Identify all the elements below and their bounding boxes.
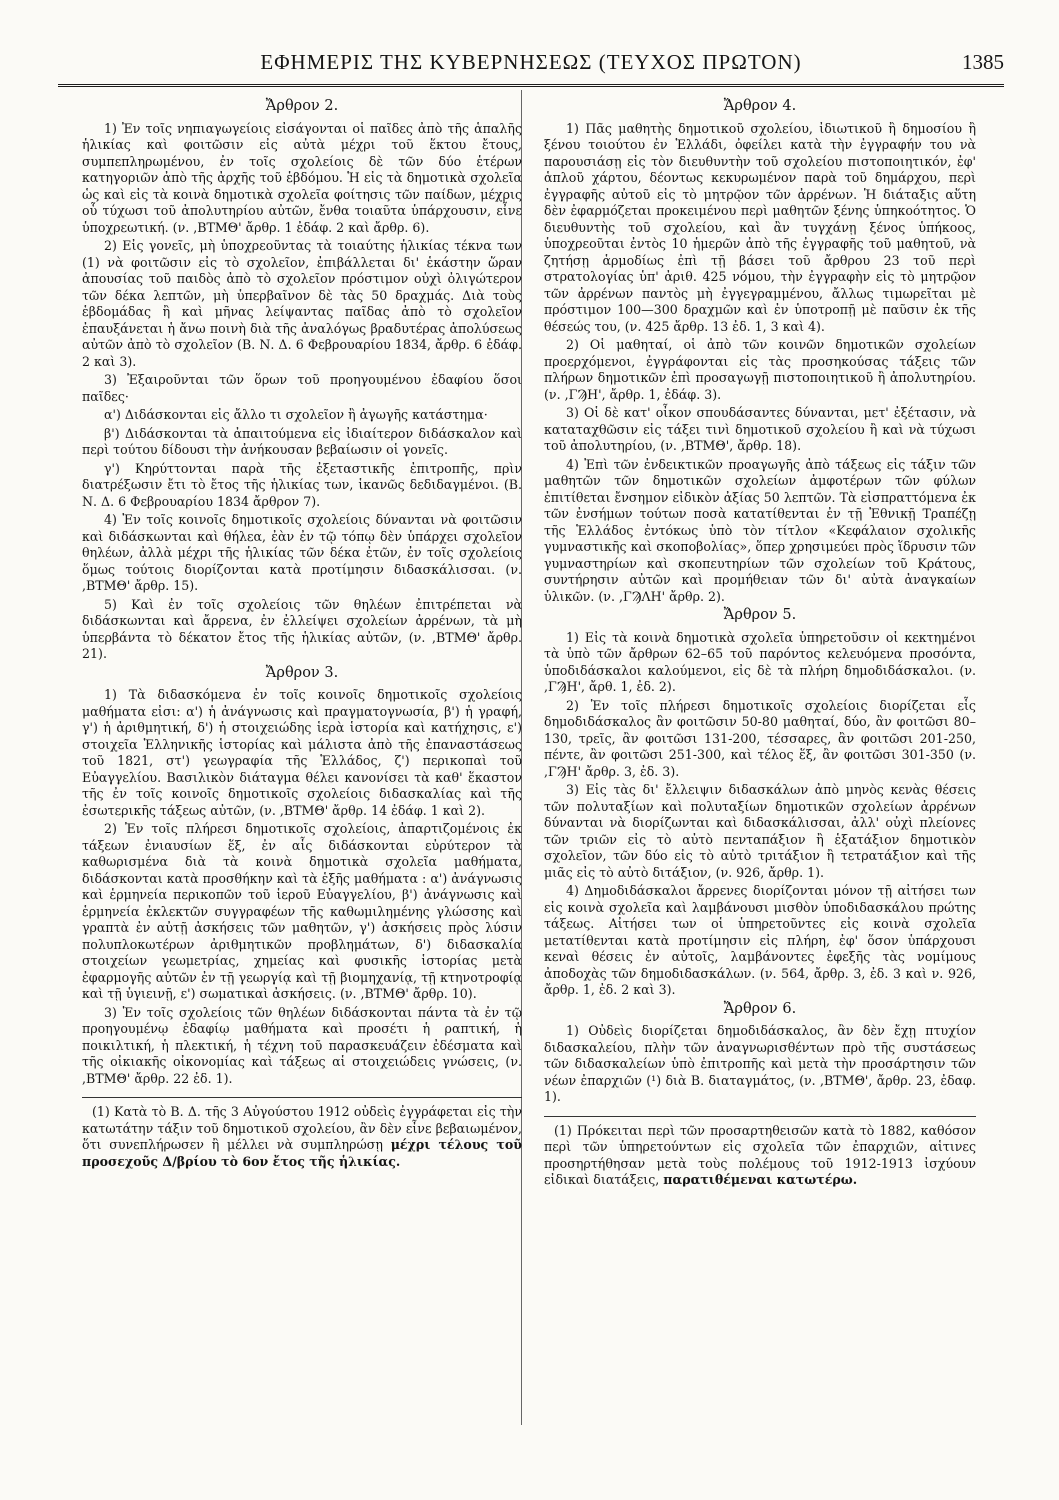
article-2-para-4: 4) Ἐν τοῖς κοινοῖς δημοτικοῖς σχολείοις δύνανται νὰ φοιτῶσιν καὶ διδάσκωνται καὶ θήλεα, ἐὰν ἐν τῷ τόπῳ δὲν ὑπάρχει σχολεῖον θηλέων, ἀλλὰ μέχρι τῆς ἡλικίας τῶν δέκα ἐτῶν, ἐν τοῖς σχολείοις ὅμως τούτοις διορίζονται κατὰ προτίμησιν διδασκάλισσαι. (ν. ,ΒΤΜΘ' ἄρθρ. 15). [82,512,522,593]
page-number: 1385 [962,50,1004,74]
article-5-heading: Ἄρθρον 5. [723,607,797,623]
footnote-left-text: (1) Κατὰ τὸ Β. Δ. τῆς 3 Αὐγούστου 1912 οὐδεὶς ἐγγράφεται εἰς τὴν κατωτάτην τάξιν τοῦ δημοτικοῦ σχολείου, ἂν δὲν εἶνε βεβαιωμένον, ὅτι συνεπλήρωσεν ἢ μέλλει νὰ συμπληρώσῃ [82,1104,522,1152]
article-4-para-3: 3) Οἱ δὲ κατ' οἶκον σπουδάσαντες δύνανται, μετ' ἐξέτασιν, νὰ καταταχθῶσιν εἰς τάξει τινὶ δημοτικοῦ σχολείου ἢ καὶ νὰ τύχωσι τοῦ ἀπολυτηρίου, (ν. ,ΒΤΜΘ', ἄρθρ. 18). [544,405,976,453]
article-2-para-3a: α') Διδάσκονται εἰς ἄλλο τι σχολεῖον ἢ ἀγωγῆς κατάστημα· [104,407,488,422]
footnote-right-text: (1) Πρόκειται περὶ τῶν προσαρτηθεισῶν κατὰ τὸ 1882, καθόσον περὶ τῶν ὑπηρετούντων εἰς σχολεῖα τῶν ἐπαρχιῶν, αἱτινες προσηρτήθησαν μετὰ τοὺς πολέμους τοῦ 1912-1913 ἰσχύουν εἰδικαὶ διατάξεις, [544,1122,976,1187]
right-column [544,96,976,1189]
article-3-para-2: 2) Ἐν τοῖς πλήρεσι δημοτικοῖς σχολείοις, ἀπαρτιζομένοις ἐκ τάξεων ἐνιαυσίων ἕξ, ἐν αἷς διδάσκονται εὐρύτερον τὰ καθωρισμένα διὰ τὰ κοινὰ δημοτικὰ σχολεῖα μαθήματα, διδάσκονται κατὰ προσθήκην καὶ τὰ ἑξῆς μαθήματα : α') ἀνάγνωσις καὶ ἑρμηνεία περικοπῶν τοῦ ἱεροῦ Εὐαγγελίου, β') ἀνάγνωσις καὶ ἑρμηνεία ἐκλεκτῶν συγγραφέων τῆς καθωμιλημένης γλώσσης καὶ γραπτὰ ἐν αὐτῇ ἀσκήσεις τῶν μαθητῶν, γ') ἀσκήσεις πρὸς λύσιν πολυπλοκωτέρων ἀριθμητικῶν προβλημάτων, δ') διδασκαλία στοιχείων γεωμετρίας, χημείας καὶ φυσικῆς ἱστορίας μετὰ ἐφαρμογῆς αὐτῶν ἐν τῇ γεωργίᾳ καὶ τῇ βιομηχανίᾳ, τῇ κτηνοτροφίᾳ καὶ τῇ ὑγιεινῇ, ε') σωματικαὶ ἀσκήσεις. (ν. ,ΒΤΜΘ' ἄρθρ. 10). [82,821,522,1001]
gazette-title: ΕΦΗΜΕΡΙΣ ΤΗΣ ΚΥΒΕΡΝΗΣΕΩΣ (ΤΕΥΧΟΣ ΠΡΩΤΟΝ) [260,50,802,74]
article-2-para-1: 1) Ἐν τοῖς νηπιαγωγείοις εἰσάγονται οἱ παῖδες ἀπὸ τῆς ἁπαλῆς ἡλικίας καὶ φοιτῶσιν εἰς αὐτὰ μέχρι τοῦ ἕκτου ἔτους, συμπεπληρωμένου, ἐν τοῖς σχολείοις δὲ τῶν δύο ἑτέρων κατηγοριῶν ἀπὸ τῆς ἀρχῆς τοῦ ἑβδόμου. Ἡ εἰς τὰ δημοτικὰ σχολεῖα ὡς καὶ εἰς τὰ κοινὰ δημοτικὰ σχολεῖα φοίτησις τῶν παίδων, μέχρις οὗ τύχωσι τοῦ ἀπολυτηρίου αὐτῶν, ἔνθα τοιαῦτα ὑπάρχουσιν, εἶνε ὑποχρεωτική. (ν. ,ΒΤΜΘ' ἄρθρ. 1 ἐδάφ. 2 καὶ ἄρθρ. 6). [82,120,522,235]
article-2-para-3b: β') Διδάσκονται τὰ ἀπαιτούμενα εἰς ἰδιαίτερον διδάσκαλον καὶ περὶ τούτου δίδουσι τὴν ἀνήκουσαν βεβαίωσιν οἱ γονεῖς. [82,425,522,457]
footnote-left [82,1104,522,1170]
article-4-para-1: 1) Πᾶς μαθητὴς δημοτικοῦ σχολείου, ἰδιωτικοῦ ἢ δημοσίου ἢ ξένου τοιούτου ἐν Ἑλλάδι, ὀφείλει κατὰ τὴν ἐγγραφήν του νὰ παρουσιάσῃ εἰς τὸν διευθυντὴν τοῦ σχολείου πιστοποιητικόν, ἐφ' ἁπλοῦ χάρτου, δέοντως κεκυρωμένον παρὰ τοῦ δημάρχου, περὶ ἐγγραφῆς αὐτοῦ εἰς τὸ μητρῷον τῶν ἀρρένων. Ἡ διάταξις αὕτη δὲν ἐφαρμόζεται προκειμένου περὶ μαθητῶν ξένης ὑπηκοότητος. Ὁ διευθυντὴς τοῦ σχολείου, καὶ ἂν τυγχάνῃ ξένος ὑπήκοος, ὑποχρεοῦται ἐντὸς 10 ἡμερῶν ἀπὸ τῆς ἐγγραφῆς τοῦ μαθητοῦ, νὰ ζητήσῃ ἁρμοδίως ἐπὶ τῇ βάσει τοῦ ἄρθρου 23 τοῦ περὶ στρατολογίας ὑπ' ἀριθ. 425 νόμου, τὴν ἐγγραφὴν εἰς τὸ μητρῷον τῶν ἀρρένων παντὸς μὴ ἐγγεγραμμένου, ἄλλως τιμωρεῖται μὲ πρόστιμον 100—300 δραχμῶν καὶ ἐν ὑποτροπῇ μὲ παῦσιν ἐκ τῆς θέσεώς του, (ν. 425 ἄρθρ. 13 ἐδ. 1, 3 καὶ 4). [544,120,976,334]
article-4-para-4: 4) Ἐπὶ τῶν ἐνδεικτικῶν προαγωγῆς ἀπὸ τάξεως εἰς τάξιν τῶν μαθητῶν τῶν δημοτικῶν σχολείων ἀμφοτέρων τῶν φύλων ἐπιτίθεται ἔνσημον εἰδικὸν ἀξίας 50 λεπτῶν. Τὰ εἰσπραττόμενα ἐκ τῶν ἐνσήμων τούτων ποσὰ κατατίθενται ἐν τῇ Ἐθνικῇ Τραπέζῃ τῆς Ἑλλάδος ἐντόκως ὑπὸ τὸν τίτλον «Κεφάλαιον σχολικῆς γυμναστικῆς καὶ σκοποβολίας», ὅπερ χρησιμεύει πρὸς ἵδρυσιν τῶν γυμναστηρίων καὶ σκοπευτηρίων τῶν σχολείων τοῦ Κράτους, συντήρησιν αὐτῶν καὶ προμήθειαν τῶν δι' αὐτὰ ἀναγκαίων ὑλικῶν. (ν. ,ΓϠΛΗ' ἄρθρ. 2). [544,456,976,604]
article-2-para-3: 3) Ἐξαιροῦνται τῶν ὅρων τοῦ προηγουμένου ἐδαφίου ὅσοι παῖδες· [82,372,522,404]
footnote-rule [544,1116,976,1117]
footnote-left-bold: μέχρι τέλους τοῦ προσεχοῦς Δ/βρίου τὸ 6ον ἔτος τῆς ἡλικίας. [82,1137,522,1169]
footnote-right-bold: παρατιθέμεναι κατωτέρω. [663,1172,858,1187]
article-6-para-1: 1) Οὐδεὶς διορίζεται δημοδιδάσκαλος, ἂν δὲν ἔχῃ πτυχίον διδασκαλείου, πλὴν τῶν ἀναγνωρισθέντων πρὸ τῆς συστάσεως τῶν διδασκαλείων ὑπὸ ἐπιτροπῆς καὶ μετὰ τὴν προσάρτησιν τῶν νέων ἐπαρχιῶν (¹) διὰ Β. διαταγμάτος, (ν. ,ΒΤΜΘ', ἄρθρ. 23, ἐδαφ. 1). [544,1023,976,1104]
article-6-heading: Ἄρθρον 6. [723,1000,797,1017]
page-header [58,44,1004,87]
article-3-para-1: 1) Τὰ διδασκόμενα ἐν τοῖς κοινοῖς δημοτικοῖς σχολείοις μαθήματα εἰσι: α') ἡ ἀνάγνωσις καὶ πραγματογνωσία, β') ἡ γραφή, γ') ἡ ἀριθμητική, δ') ἡ στοιχειώδης ἱερὰ ἱστορία καὶ κατήχησις, ε') στοιχεῖα Ἑλληνικῆς ἱστορίας καὶ μάλιστα ἀπὸ τῆς ἐπαναστάσεως τοῦ 1821, στ') γεωγραφία τῆς Ἑλλάδος, ζ') περικοπαὶ τοῦ Εὐαγγελίου. Βασιλικὸν διάταγμα θέλει κανονίσει τὰ καθ' ἕκαστον τῆς ἐν τοῖς κοινοῖς δημοτικοῖς σχολείοις διδασκαλίας καὶ τῆς ἐσωτερικῆς τάξεως αὐτῶν, (ν. ,ΒΤΜΘ' ἄρθρ. 14 ἐδάφ. 1 καὶ 2). [82,687,522,818]
article-5-para-2: 2) Ἐν τοῖς πλήρεσι δημοτικοῖς σχολείοις διορίζεται εἷς δημοδιδάσκαλος ἂν φοιτῶσιν 50-80 μαθηταί, δύο, ἂν φοιτῶσι 80–130, τρεῖς, ἂν φοιτῶσι 131-200, τέσσαρες, ἂν φοιτῶσι 201-250, πέντε, ἂν φοιτῶσι 251-300, καὶ τέλος ἕξ, ἂν φοιτῶσι 301-350 (ν. ,ΓϠΗ' ἄρθρ. 3, ἐδ. 3). [544,697,976,779]
article-5-para-3: 3) Εἰς τὰς δι' ἔλλειψιν διδασκάλων ἀπὸ μηνὸς κενὰς θέσεις τῶν πολυταξίων καὶ πολυταξίων δημοτικῶν σχολείων ἀρρένων δύνανται νὰ διορίζωνται καὶ διδασκάλισσαι, ἀλλ' οὐχὶ πλείονες τῶν τριῶν εἰς τὸ αὐτὸ πενταπάξιον ἢ ἑξατάξιον δημοτικὸν σχολεῖον, τῶν δύο εἰς τὸ αὐτὸ τριτάξιον ἢ τετρατάξιον καὶ τῆς μιᾶς εἰς τὸ αὐτὸ διτάξιον, (ν. 926, ἄρθρ. 1). [544,782,976,880]
article-2-para-5: 5) Καὶ ἐν τοῖς σχολείοις τῶν θηλέων ἐπιτρέπεται νὰ διδάσκωνται καὶ ἄρρενα, ἐν ἐλλείψει σχολείων ἀρρένων, τὰ μὴ ὑπερβάντα τὸ δέκατον ἔτος τῆς ἡλικίας αὐτῶν, (ν. ,ΒΤΜΘ' ἄρθρ. 21). [82,596,522,661]
article-4-para-2: 2) Οἱ μαθηταί, οἱ ἀπὸ τῶν κοινῶν δημοτικῶν σχολείων προερχόμενοι, ἐγγράφονται εἰς τὰς προσηκούσας τάξεις τῶν πλήρων δημοτικῶν ἐπὶ προσαγωγῇ πιστοποιητικοῦ ἢ ἀπολυτηρίου. (ν. ,ΓϠΗ', ἄρθρ. 1, ἐδάφ. 3). [544,337,976,402]
article-2-para-3c: γ') Κηρύττονται παρὰ τῆς ἐξεταστικῆς ἐπιτροπῆς, πρὶν διατρέξωσιν ἔτι τὸ ἔτος τῆς ἡλικίας των, ἱκανῶς δεδιδαγμένοι. (Β. Ν. Δ. 6 Φεβρουαρίου 1834 ἄρθρον 7). [82,460,522,509]
article-4-heading: Ἄρθρον 4. [723,98,797,114]
footnote-right [544,1123,976,1189]
article-2-para-2: 2) Εἰς γονεῖς, μὴ ὑποχρεοῦντας τὰ τοιαύτης ἡλικίας τέκνα των (1) νὰ φοιτῶσιν εἰς τὸ σχολεῖον, ἐπιβάλλεται δι' ἑκάστην ὥραν ἀπουσίας τοῦ παιδὸς ἀπὸ τὸ σχολεῖον πρόστιμον οὐχὶ ὀλιγώτερον τῶν δέκα λεπτῶν, μὴ ὑπερβαῖνον δὲ τὰς 50 δραχμάς. Διὰ τοὺς ἑβδομάδας ἢ καὶ μῆνας λείψαντας παῖδας ἀπὸ τὸ σχολεῖον ἐπαυξάνεται ἡ ἄνω ποινὴ διὰ τῆς ἀναλόγως βραδυτέρας ἀπολύσεως αὐτῶν ἀπὸ τὸ σχολεῖον (Β. Ν. Δ. 6 Φεβρουαρίου 1834, ἄρθρ. 6 ἐδάφ. 2 καὶ 3). [82,238,522,369]
left-column [82,96,522,1170]
article-5-para-1: 1) Εἰς τὰ κοινὰ δημοτικὰ σχολεῖα ὑπηρετοῦσιν οἱ κεκτημένοι τὰ ὑπὸ τῶν ἄρθρων 62–65 τοῦ παρόντος κελευόμενα προσόντα, ὑποδιδάσκαλοι καλούμενοι, εἰς δὲ τὰ πλήρη δημοδιδάσκαλοι. (ν. ,ΓϠΗ', ἄρθ. 1, ἐδ. 2). [544,629,976,694]
article-5-para-4: 4) Δημοδιδάσκαλοι ἄρρενες διορίζονται μόνον τῇ αἰτήσει των εἰς κοινὰ σχολεῖα καὶ λαμβάνουσι μισθὸν ὑποδιδασκάλου πρώτης τάξεως. Αἰτήσει των οἱ ὑπηρετοῦντες εἰς κοινὰ σχολεῖα μετατίθενται κατὰ προτίμησιν εἰς πλήρη, ἐφ' ὅσον ὑπάρχουσι κεναὶ θέσεις ἐν αὐτοῖς, λαμβάνοντες ἐφεξῆς τὰς νομίμους ἀποδοχὰς τῶν δημοδιδασκάλων. (ν. 564, ἄρθρ. 3, ἐδ. 3 καὶ ν. 926, ἄρθρ. 1, ἐδ. 2 καὶ 3). [544,883,976,997]
article-3-heading: Ἄρθρον 3. [265,664,339,681]
footnote-rule [82,1097,522,1098]
article-3-para-3: 3) Ἐν τοῖς σχολείοις τῶν θηλέων διδάσκονται πάντα τὰ ἐν τῷ προηγουμένῳ ἐδαφίῳ μαθήματα καὶ προσέτι ἡ ραπτική, ἡ ποικιλτική, ἡ πλεκτική, ἡ τέχνη τοῦ παρασκευάζειν ἐδέσματα καὶ τῆς οἰκιακῆς οἰκονομίας καὶ τάξεως αἱ στοιχειώδεις γνώσεις, (ν. ,ΒΤΜΘ' ἄρθρ. 22 ἐδ. 1). [82,1004,522,1086]
article-2-heading: Ἄρθρον 2. [265,98,339,114]
